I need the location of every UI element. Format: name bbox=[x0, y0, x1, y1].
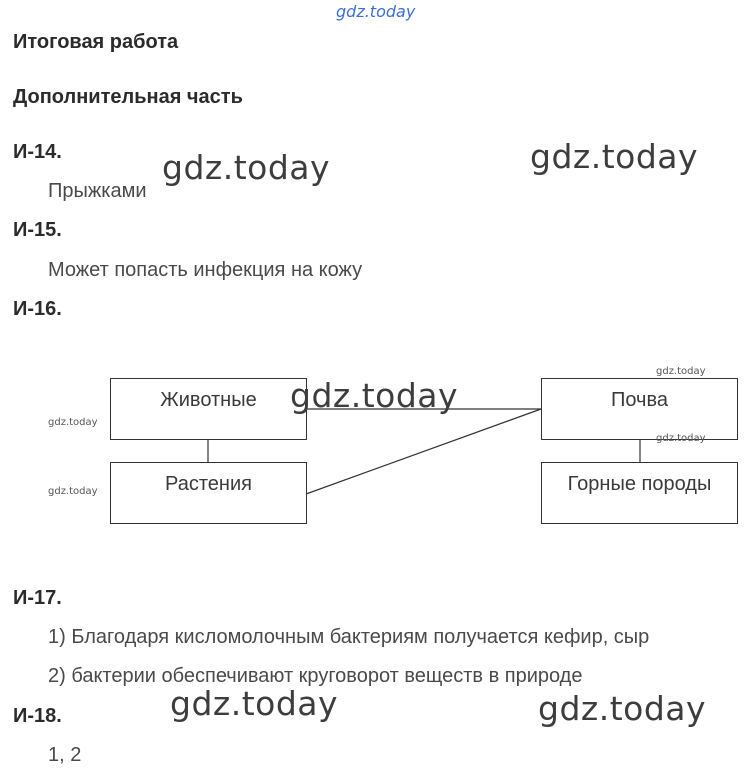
diagram-box-plants bbox=[110, 462, 307, 524]
diagram-label-animals: Животные bbox=[160, 389, 257, 411]
answer-17-1: 1) Благодаря кисломолочным бактериям получается кефир, сыр bbox=[48, 626, 650, 648]
page-title: Итоговая работа bbox=[13, 31, 179, 53]
question-number-18: И-18. bbox=[13, 705, 62, 727]
watermark-small-2: gdz.today bbox=[48, 486, 98, 497]
diagram-box-animals bbox=[110, 378, 307, 440]
answer-17-2: 2) бактерии обеспечивают круговорот веществ в природе bbox=[48, 665, 583, 687]
watermark-small-3: gdz.today bbox=[656, 366, 706, 377]
watermark-small-4: gdz.today bbox=[656, 433, 706, 444]
watermark-3: gdz.today bbox=[290, 376, 459, 415]
question-number-15: И-15. bbox=[13, 219, 62, 241]
question-number-16: И-16. bbox=[13, 298, 62, 320]
diagram-box-soil bbox=[541, 378, 738, 440]
watermark-small-1: gdz.today bbox=[48, 417, 98, 428]
watermark-top: gdz.today bbox=[336, 2, 416, 21]
watermark-5: gdz.today bbox=[538, 689, 707, 728]
answer-15: Может попасть инфекция на кожу bbox=[48, 259, 363, 281]
answer-14: Прыжками bbox=[48, 180, 147, 202]
diagram-label-rocks: Горные породы bbox=[567, 473, 712, 495]
answer-18: 1, 2 bbox=[48, 744, 82, 766]
watermark-1: gdz.today bbox=[162, 148, 331, 187]
diagram-box-rocks bbox=[541, 462, 738, 524]
watermark-4: gdz.today bbox=[170, 684, 339, 723]
connector-plants-soil bbox=[306, 409, 541, 494]
question-number-17: И-17. bbox=[13, 587, 62, 609]
watermark-2: gdz.today bbox=[530, 137, 699, 176]
question-number-14: И-14. bbox=[13, 141, 62, 163]
section-subtitle: Дополнительная часть bbox=[13, 86, 243, 108]
diagram-label-soil: Почва bbox=[610, 389, 668, 411]
diagram-label-plants: Растения bbox=[165, 473, 252, 495]
